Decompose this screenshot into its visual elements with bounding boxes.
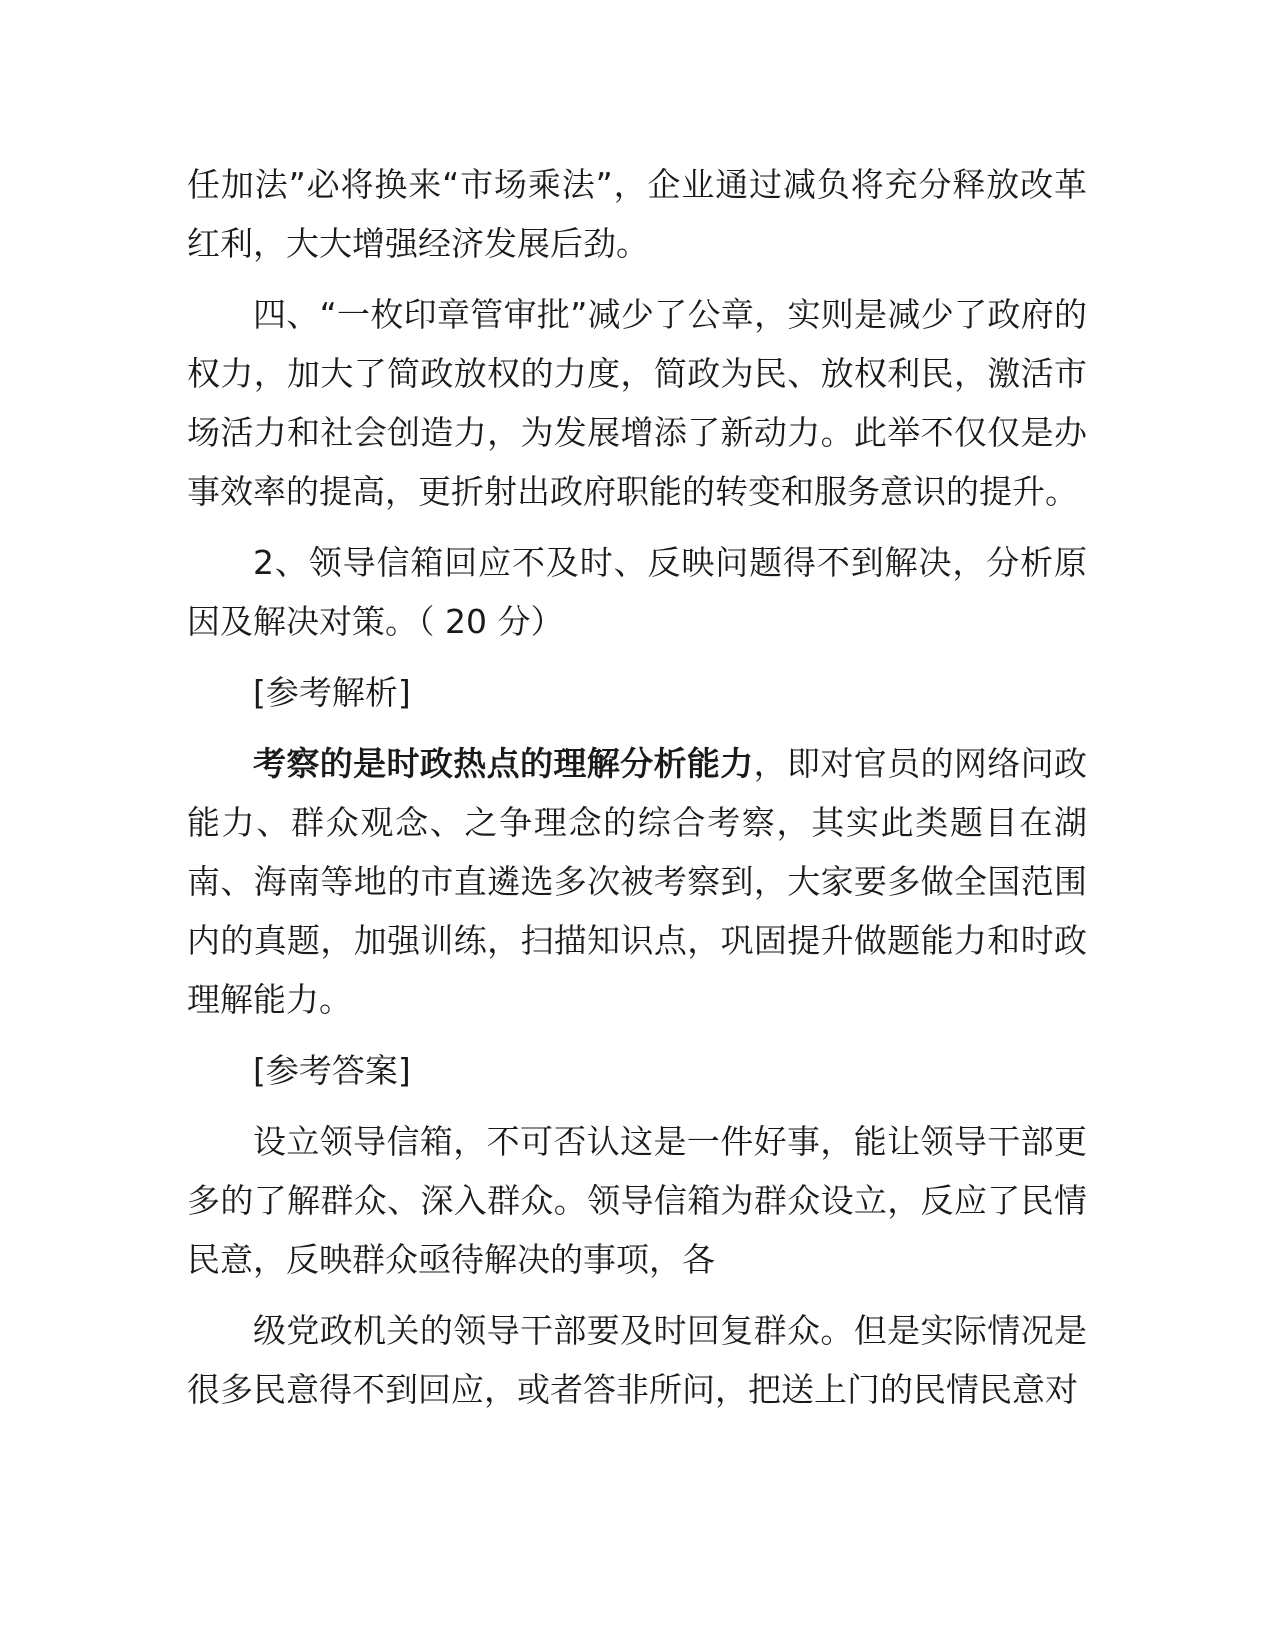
analysis-lead: 考察的是时政热点的理解分析能力	[253, 744, 754, 783]
reference-answer-heading: [参考答案]	[253, 1051, 411, 1090]
answer-paragraph-one: 设立领导信箱，不可否认这是一件好事，能让领导干部更多的了解群众、深入群众。领导信箱为群众设立，反应了民情民意，反映群众亟待解决的事项，各	[187, 1122, 1087, 1279]
paragraph-continuation: 任加法”必将换来“市场乘法”，企业通过减负将充分释放改革红利，大大增强经济发展后劲。	[187, 165, 1087, 263]
analysis-body: ，即对官员的网络问政能力、群众观念、之争理念的综合考察，其实此类题目在湖南、海南等地的市直遴选多次被考察到，大家要多做全国范围内的真题，加强训练，扫描知识点，巩固提升做题能力和时政理解能力。	[187, 744, 1087, 1019]
reference-analysis-text	[187, 734, 1087, 1029]
paragraph-point-four: 四、“一枚印章管审批”减少了公章，实则是减少了政府的权力，加大了简政放权的力度，简政为民、放权利民，激活市场活力和社会创造力，为发展增添了新动力。此举不仅仅是办事效率的提高，更折射出政府职能的转变和服务意识的提升。	[187, 295, 1087, 511]
document-body	[187, 155, 1087, 1431]
question-two: 2、领导信箱回应不及时、反映问题得不到解决，分析原因及解决对策。（ 20 分）	[187, 543, 1087, 641]
answer-paragraph-two: 级党政机关的领导干部要及时回复群众。但是实际情况是很多民意得不到回应，或者答非所问，把送上门的民情民意对	[187, 1311, 1087, 1409]
reference-analysis-heading: [参考解析]	[253, 673, 411, 712]
